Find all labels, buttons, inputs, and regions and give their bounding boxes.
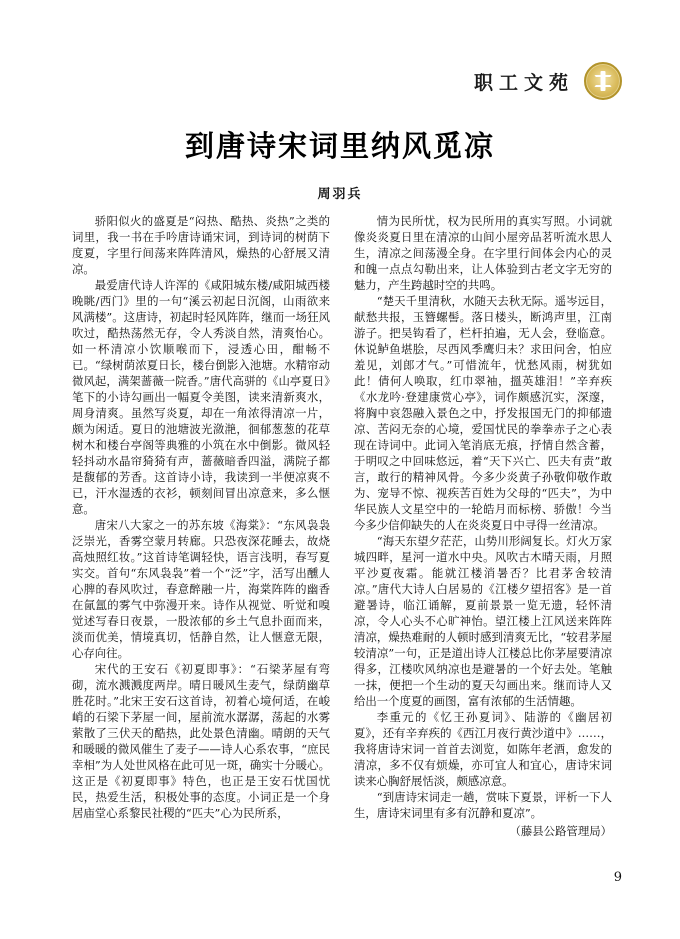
coin-logo-icon	[584, 62, 622, 100]
paragraph: 情为民所忧，权为民所用的真实写照。小词就像炎炎夏日里在清凉的山间小屋旁品茗听流水思人生，清凉之间荡漫全身。在字里行间体会内心的灵和魄一点点勾勒出来，让人体验到古老文字无穷的魅力，产生跨越时空的共鸣。	[354, 214, 612, 292]
masthead-label: 职工文苑	[473, 71, 574, 94]
article-affiliation: （藤县公路管理局）	[509, 824, 612, 838]
paragraph: 骄阳似火的盛夏是“闷热、酷热、炎热”之类的词里，我一书在手吟唐诗诵宋词，到诗词的树荫下度夏，字里行间荡来阵阵清风，燥热的心舒展又清凉。	[72, 214, 330, 276]
article-byline: 周羽兵	[317, 187, 363, 202]
paragraph: 李重元的《忆王孙夏词》、陆游的《幽居初夏》，还有辛弃疾的《西江月夜行黄沙道中》……，我将唐诗宋词一首首去浏览，如陈年老酒，愈发的清凉，多不仅有烦燥，亦可宜人和宜心，唐诗宋词读来心胸舒展恬淡，颇感凉意。	[354, 710, 612, 788]
article-body	[72, 213, 612, 853]
paragraph: 最爱唐代诗人许浑的《咸阳城东楼/咸阳城西楼晚眺/西门》里的一句“溪云初起日沉阁，山雨欲来风满楼”。这唐诗，初起时轻风阵阵，继而一场狂风吹过，酷热荡然无存，令人秀淡自然，清爽怡心。如一杯清凉小饮顺喉而下，浸透心田，酣畅不已。“绿树荫浓夏日长，楼台倒影入池塘。水精帘动微风起，满架蔷薇一院香。”唐代高骈的《山亭夏日》笔下的小诗勾画出一幅夏令美图，读来清新爽水，周身清爽。虽然写炎夏，却在一角浓得清凉一片，颇为闲适。夏日的池塘波光潋滟，徊郁葱葱的花草树木和楼台亭阁等典雅的小筑在水中倒影。微风轻轻抖动水晶帘猗猗有声，蔷薇暗香四溢，满院子都是馥郁的芳香。这首诗小诗，我读到一半便凉爽不已，汗水湿透的衣衫，顿刻间冒出凉意来，多么惬意。	[72, 278, 330, 516]
left-column	[72, 213, 330, 853]
masthead	[474, 62, 622, 100]
paragraph: “楚天千里清秋，水随天去秋无际。遥岑远目，献愁共报，玉簪螺髻。落日楼头，断鸿声里，江南游子。把吴钩看了，栏杆拍遍，无人会，登临意。休说鲈鱼堪脍，尽西风季鹰归未？求田问舍，怕应羞见，刘郎才气。”可惜流年，忧愁风雨，树犹如此！倩何人唤取，红巾翠袖，搵英雄泪！”辛弃疾《水龙吟·登建康赏心亭》，词作颇感沉实，深邃，将胸中哀怨融入景色之中，抒发报国无门的抑郁遗凉、苦闷无奈的心境，爱国忧民的拳拳赤子之心表现在诗词中。此词入笔消底无痕，抒情自然含蓄，于明叹之中回味悠远，着“天下兴亡、匹夫有责”敢言，敢行的精神风骨。今多少炎黄子孙敬仰敬作敢为、宠导不惊、视疾苦百姓为父母的“匹夫”，为中华民族人文星空中的一轮皓月而标榜、骄傲！今当今多少信仰缺失的人在炎炎夏日中寻得一丝清凉。	[354, 294, 612, 532]
page-title: 到唐诗宋词里纳风觅凉	[184, 129, 495, 163]
paragraph: 唐宋八大家之一的苏东坡《海棠》：“东风袅袅泛崇光，香雾空蒙月转廊。只恐夜深花睡去，故烧高烛照红妆。”这首诗笔调轻快，语言浅明，春写夏实交。首句“东风袅袅”着一个“泛”字，活写出醺人心脾的春风吹过，春意醉融一片，海棠阵阵的幽香在氤氲的雾气中弥漫开来。诗作从视觉、听觉和嗅觉述写春日夜景，一股浓郁的乡土气息扑面而来，淡而优美，情境真切，恬静自然，让人惬意无限，心存向往。	[72, 518, 330, 660]
paragraph: 宋代的王安石《初夏即事》：“石梁茅屋有弯砌，流水溅溅度两岸。晴日暖风生麦气，绿荫幽草胜花时。”北宋王安石这首诗，初着心境何适，在峻峭的石梁下茅屋一间，屋前流水潺潺，荡起的水雾萦散了三伏天的酷热，此处景色清幽。晴朗的天气和暖暖的微风催生了麦子——诗人心系农事，“庶民幸相”为人处世风格在此可见一斑，确实十分暖心。这正是《初夏即事》特色，也正是王安石忧国忧民，热爱生活，积极处事的态度。小词正是一个身居庙堂心系黎民社稷的“匹夫”心为民所系，	[72, 662, 330, 820]
paragraph: “海天东望夕茫茫，山势川形阔复长。灯火万家城四畔，星河一道水中央。风吹古木晴天雨，月照平沙夏夜霜。能就江楼消暑否？比君茅舍较清凉。”唐代大诗人白居易的《江楼夕望招客》是一首避暑诗，临江诵解，夏前景景一览无遗，轻怀清凉，令人心头不心旷神怡。望江楼上江风送来阵阵清凉，燥热难耐的人顿时感到清爽无比，“较君茅屋较清凉”一句，正是道出诗人江楼总比你茅屋要清凉得多，江楼吹风纳凉也是避暑的一个好去处。笔触一抹，便把一个生动的夏天勾画出来。继而诗人又给出一个度夏的画图，富有浓郁的生活情趣。	[354, 534, 612, 708]
right-column	[354, 213, 612, 853]
paragraph: “到唐诗宋词走一趟，赏味下夏景，评析一下人生，唐诗宋词里有多有沉静和夏凉”。	[354, 790, 612, 820]
page-number: 9	[613, 870, 622, 885]
